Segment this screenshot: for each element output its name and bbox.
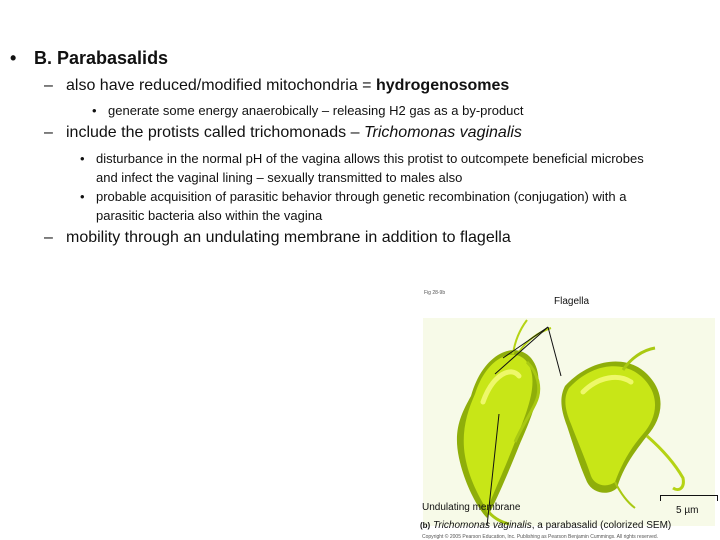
point-bold-term: hydrogenosomes (375, 77, 510, 94)
sub-point-energy (92, 101, 668, 120)
point-text: also have reduced/modified mitochondria = (66, 77, 376, 94)
label-flagella: Flagella (554, 296, 590, 307)
label-undulating-membrane: Undulating membrane (422, 502, 521, 513)
scale-bar (660, 495, 718, 501)
sub-bullet: • (92, 103, 97, 118)
dash: – (44, 124, 53, 141)
caption-part-label: (b) (420, 521, 431, 530)
figure-id: Fig 28-9b (424, 290, 446, 296)
point-text: include the protists called trichomonads – (66, 124, 364, 141)
bullet: • (10, 48, 17, 68)
sub-point-text: probable acquisition of parasitic behavior through genetic recombination (conjugation) with a parasitic bacteria also within the vagina (96, 189, 627, 223)
sub-point-text: generate some energy anaerobically – releasing H2 gas as a by-product (108, 103, 524, 118)
dash: – (44, 77, 53, 94)
copyright-notice: Copyright © 2005 Pearson Education, Inc. Publishing as Pearson Benjamin Cummings. All rights reserved. (422, 534, 659, 540)
sub-point-text: disturbance in the normal pH of the vagina allows this protist to outcompete beneficial microbes and infect the vaginal lining – sexually transmitted to males also (96, 151, 644, 185)
sub-point-conjugation (80, 187, 656, 225)
figure-caption (420, 520, 671, 531)
point-hydrogenosomes (44, 77, 509, 95)
heading-bullet-line (10, 48, 168, 69)
point-mobility (44, 229, 511, 247)
caption-species: Trichomonas vaginalis (433, 520, 532, 531)
point-text: mobility through an undulating membrane in addition to flagella (66, 229, 511, 246)
species-name: Trichomonas vaginalis (363, 124, 522, 141)
figure (420, 286, 720, 540)
caption-text: , a parabasalid (colorized SEM) (531, 520, 672, 531)
dash: – (44, 229, 53, 246)
scale-label: 5 µm (676, 505, 699, 516)
sub-point-ph (80, 149, 656, 187)
sub-bullet: • (80, 151, 85, 166)
sub-bullet: • (80, 189, 85, 204)
point-trichomonads (44, 124, 522, 142)
slide-heading: B. Parabasalids (34, 48, 169, 68)
